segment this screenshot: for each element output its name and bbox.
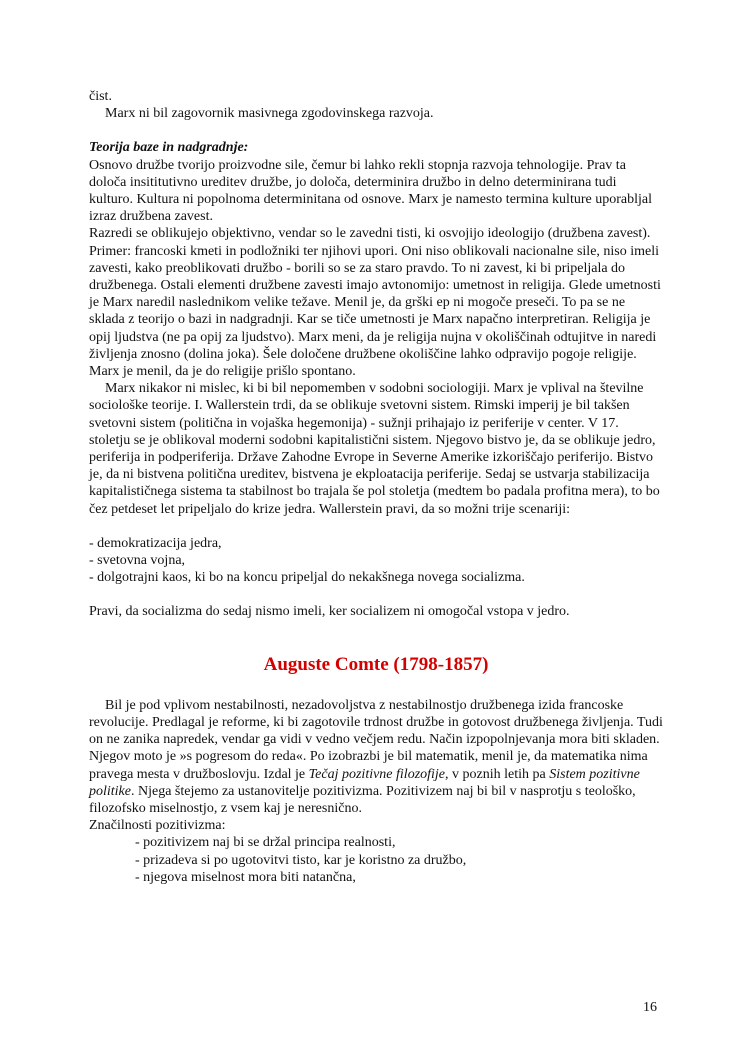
page-number: 16 — [643, 1000, 657, 1015]
list-item: - prizadeva si po ugotovitvi tisto, kar je koristno za družbo, — [135, 852, 467, 868]
list-item: - svetovna vojna, — [89, 553, 186, 569]
scenario-list — [89, 535, 663, 587]
section-heading-comte: Auguste Comte (1798-1857) — [263, 653, 489, 675]
book-title-tecaj: Tečaj pozitivne filozofije — [308, 766, 446, 782]
paragraph-cist: čist. — [89, 89, 112, 104]
paragraph-wallerstein: Marx nikakor ni mislec, ki bi bil nepomemben v sodobni sociologiji. Marx je vplival na številne sociološke teorije. I. Wallerstein trdi, da se oblikuje svetovni sistem. Rimski imperij je bil takšen svetovni sistem (politična in vojaška hegemonija) - sužnji prihajajo iz periferije v center. V 17. stoletju se je oblikoval moderni sodobni kapitalistični sistem. Njegovo bistvo je, da se oblikuje jedro, periferija in podperiferija. Države Zahodne Evrope in Severne Amerike izkoriščajo periferijo. Bistvo je, da ni bistvena politična ureditev, bistvena je ekploatacija periferije. Sedaj se ustvarja stabilizacija kapitalističnega sistema ta stabilnost bo trajala še pol stoletja (medtem bo padala profitna mera), to bo čez petdeset let pripeljalo do krize jedra. Wallerstein pravi, da so možni trije scenariji: — [89, 381, 660, 517]
text-run: . Njega štejemo za ustanovitelje pozitivizma. Pozitivizem naj bi bil v nasprotju s teološko, filozofsko miselnostjo, z vsem kaj je neresnično. — [89, 783, 636, 816]
subheading-base-superstructure: Teorija baze in nadgradnje: — [89, 140, 249, 156]
text-run: Bil je pod vplivom nestabilnosti, nezadovoljstva z nestabilnostjo družbenega izida francoske revolucije. Predlagal je reforme, ki bi zagotovile trdnost družbe in gotovost družbenega življenja. Tudi on ne zanika napredek, vendar ga vidi v vedno večjem redu. Način izpopolnjevanja mora biti skladen. Njegov moto je »s pogresom do reda«. Po izobrazbi je bil matematik, menil je, da matematika nima pravega mesta v družboslovju. Izdal je — [89, 697, 663, 782]
spacer — [89, 122, 663, 139]
paragraph-comte-intro — [89, 697, 663, 817]
paragraph-classes: Razredi se oblikujejo objektivno, vendar so le zavedni tisti, ki osvojijo ideologijo (družbena zavest). Primer: francoski kmeti in podložniki ter njihovi upori. Oni niso oblikovali nacionalne sile, niso imeli zavesti, kako preoblikovati družbo - borili so se za staro pravdo. To ni zavest, ki bi pripeljala do družbenega. Ostali elementi družbene zavesti imajo avtonomijo: umetnost in religija. Glede umetnosti je Marx naredil naslednikom velike težave. Menil je, da grški ep ni mogoče preseči. To pa se ne sklada z teorijo o bazi in nadgradnji. Kar se tiče umetnosti je Marx napačno interpretiran. Religija je opij ljudstva (ne pa opij za ljudstvo). Marx meni, da je religija nujna v okoliščinah odtujitve in naredi življenja znosno (dolina joka). Šele določene družbene okoliščine lahko odpravijo pogoje religije. Marx je menil, da je do religije prišlo spontano. — [89, 226, 661, 380]
document-page — [89, 88, 663, 886]
paragraph-socialism: Pravi, da socializma do sedaj nismo imeli, ker socializem ni omogočal vstopa v jedro. — [89, 604, 570, 620]
features-list — [89, 834, 663, 886]
features-label: Značilnosti pozitivizma: — [89, 818, 226, 834]
list-item: - dolgotrajni kaos, ki bo na koncu pripeljal do nekakšnega novega socializma. — [89, 570, 525, 586]
spacer — [89, 518, 663, 535]
book-title-sistem: Sistem pozitivne politike — [89, 766, 640, 799]
spacer — [89, 586, 663, 603]
text-run: , v poznih letih pa — [445, 766, 550, 782]
paragraph-base: Osnovo družbe tvorijo proizvodne sile, čemur bi lahko rekli stopnja razvoja tehnologije. Prav ta določa insititutivno ureditev družbe, jo določa, determinira družbo in delno determinirana tudi kulturo. Kultura ni popolnoma determinitana od osnove. Marx je namesto termina kulture uporabljal izraz družbena zavest. — [89, 157, 652, 225]
list-item: - demokratizacija jedra, — [89, 535, 222, 551]
paragraph-marx-not-advocate: Marx ni bil zagovornik masivnega zgodovinskega razvoja. — [105, 106, 434, 122]
list-item: - njegova miselnost mora biti natančna, — [135, 869, 356, 885]
list-item: - pozitivizem naj bi se držal principa realnosti, — [135, 835, 396, 851]
